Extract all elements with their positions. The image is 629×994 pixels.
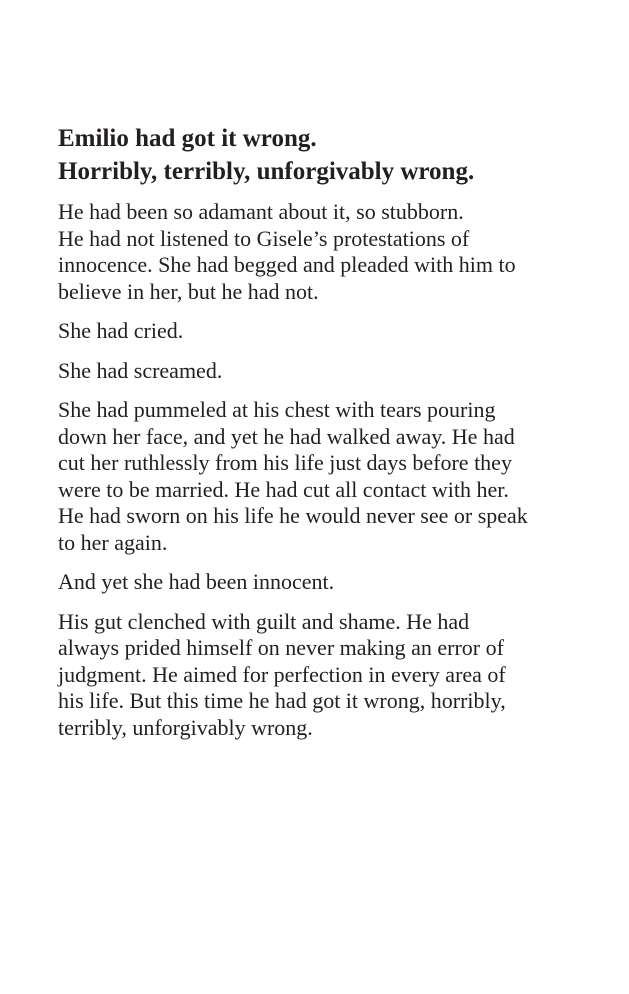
heading-line: Emilio had got it wrong. [58,125,317,152]
text-line: terribly, unforgivably wrong. [58,714,313,740]
book-page [58,122,578,754]
paragraph [58,199,578,305]
paragraph [58,609,578,742]
heading-line: Horribly, terribly, unforgivably wrong. [58,158,475,185]
text-line: judgment. He aimed for perfection in every area of [58,661,506,687]
text-line: She had screamed. [58,357,223,383]
text-line: She had pummeled at his chest with tears pouring [58,397,496,422]
text-line: And yet she had been innocent. [58,569,335,594]
text-line: He had sworn on his life he would never see or speak [58,503,528,528]
text-line: were to be married. He had cut all contact with her. [58,476,509,502]
chapter-heading [58,122,578,188]
paragraph [58,397,578,556]
text-line: his life. But this time he had got it wrong, horribly, [58,688,506,713]
text-line: He had not listened to Gisele’s protestations of [58,225,470,251]
text-line: cut her ruthlessly from his life just days before they [58,450,512,475]
text-line: to her again. [58,529,168,555]
text-line: He had been so adamant about it, so stubborn. [58,199,464,224]
text-line: believe in her, but he had not. [58,278,319,304]
paragraph [58,318,578,345]
text-line: innocence. She had begged and pleaded with him to [58,252,516,277]
text-line: down her face, and yet he had walked away. He had [58,423,515,449]
text-line: She had cried. [58,318,184,343]
paragraph [58,358,578,385]
text-line: His gut clenched with guilt and shame. He had [58,608,470,634]
text-line: always prided himself on never making an error of [58,635,504,660]
paragraph [58,569,578,596]
